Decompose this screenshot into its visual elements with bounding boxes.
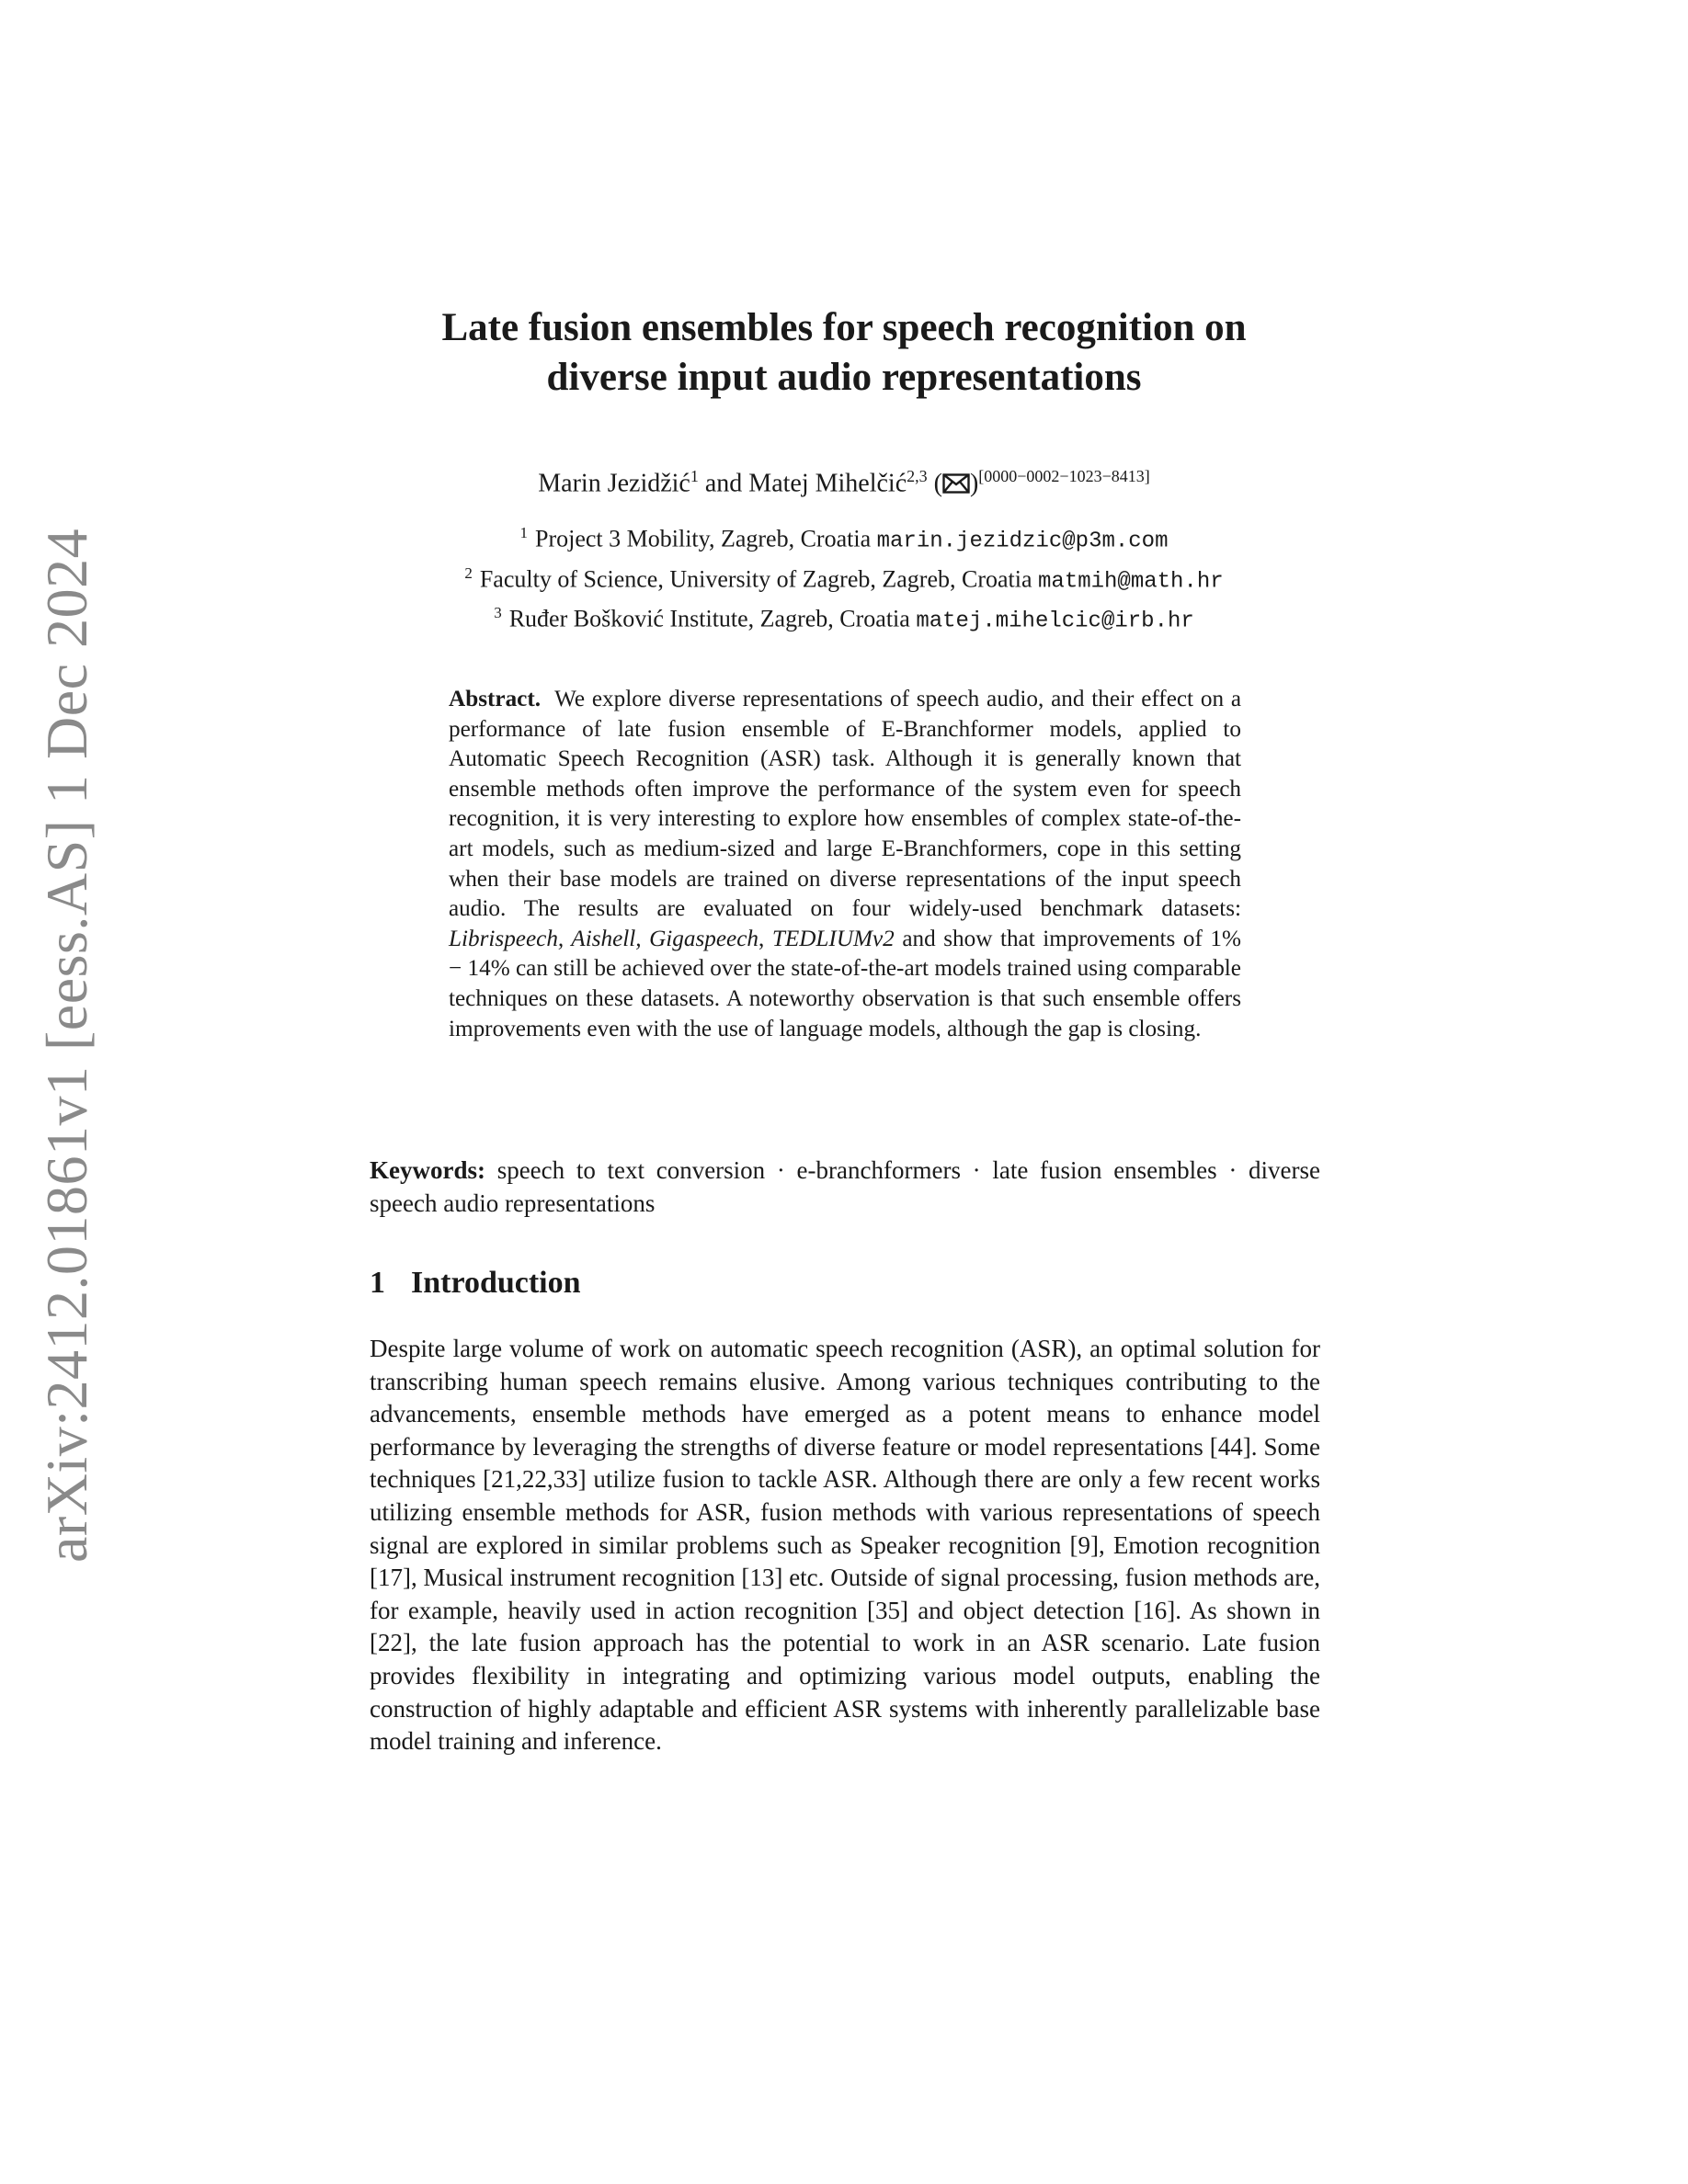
abstract-text-1: We explore diverse representations of speech audio, and their effect on a performance of late fusion ensemble of E-Branchformer models, applied to Automatic Speech Recognition (ASR) task. Although it is generally known that ensemble methods often improve the performance of the system even for speech recognition, it is very interesting to explore how ensembles of complex state-of-the-art models, such as medium-sized and large E-Branchformers, cope in this setting when their base models are trained on diverse representations of the input speech audio. The results are evaluated on four widely-used benchmark datasets: xyxy=(449,687,1241,922)
title-line-2: diverse input audio representations xyxy=(546,356,1142,399)
affiliation-3: $^3$ Ruđer Bošković Institute, Zagreb, Croatia matej.mihelcic@irb.hr xyxy=(494,604,1194,634)
keywords-label: Keywords: xyxy=(370,1156,485,1184)
keywords xyxy=(370,1154,1320,1220)
affiliation-1: $^1$ Project 3 Mobility, Zagreb, Croatia marin.jezidzic@p3m.com xyxy=(519,524,1169,554)
affiliation-2: $^2$ Faculty of Science, University of Zagreb, Zagreb, Croatia matmih@math.hr xyxy=(464,563,1224,595)
author-and: and xyxy=(704,469,743,498)
affiliations xyxy=(276,518,1412,638)
abstract-text-2: and show that improvements of 1% − 14% can still be achieved over the state-of-the-art models trained using comparable techniques on these datasets. A noteworthy observation is that such ensemble offers improvements even with the use of language models, although the gap is closing. xyxy=(449,926,1241,1041)
email-1: marin.jezidzic@p3m.com xyxy=(876,529,1169,554)
author-2-name: Matej Mihelčić xyxy=(748,469,907,498)
author-list: Marin Jezidžić$^1$ and Matej Mihelčić$^{2,3}$ ( )[0000−0002−1023−8413] xyxy=(538,467,1150,498)
section-heading xyxy=(370,1263,581,1303)
abstract-label: Abstract. xyxy=(449,687,542,711)
envelope-icon xyxy=(942,470,970,490)
paper-title xyxy=(276,303,1412,403)
email-3: matej.mihelcic@irb.hr xyxy=(916,609,1194,634)
title-line-1: Late fusion ensembles for speech recognition on xyxy=(441,306,1247,349)
arxiv-identifier: arXiv:2412.01861v1 [eess.AS] 1 Dec 2024 xyxy=(34,528,99,1563)
author-1-name: Marin Jezidžić xyxy=(538,469,690,498)
orcid-id: [0000−0002−1023−8413] xyxy=(978,467,1150,485)
abstract-dataset-4: TEDLIUMv2 xyxy=(771,926,895,951)
section-title: Introduction xyxy=(411,1266,581,1300)
author-2-affil: 2,3 xyxy=(907,467,928,485)
abstract: Abstract. We explore diverse representations of speech audio, and their effect on a performance of late fusion ensemble of E-Branchformer models, applied to Automatic Speech Recognition (ASR) task. Although it is generally known that ensemble methods often improve the performance of the system even for speech recognition, it is very interesting to explore how ensembles of complex state-of-the-art models, such as medium-sized and large E-Branchformers, cope in this setting when their base models are trained on diverse representations of the input speech audio. The results are evaluated on four widely-used benchmark datasets: Librispeech, Aishell, Gigaspeech, TEDLIUMv2 and show that improvements of 1% − 14% can still be achieved over the state-of-the-art models trained using comparable techniques on these datasets. A noteworthy observation is that such ensemble offers improvements even with the use of language models, although the gap is closing. xyxy=(449,687,1241,1041)
section-number: 1 xyxy=(370,1266,385,1300)
abstract-datasets: Librispeech, Aishell, Gigaspeech xyxy=(449,926,758,951)
author-1-affil: 1 xyxy=(690,467,699,485)
introduction-paragraph: Despite large volume of work on automatic speech recognition (ASR), an optimal solution for transcribing human speech remains elusive. Among various techniques contributing to the advancements, ensemble methods have emerged as a potent means to enhance model performance by leveraging the strengths of diverse feature or model representations [44]. Some techniques [21,22,33] utilize fusion to tackle ASR. Although there are only a few recent works utilizing ensemble methods for ASR, fusion methods with various representations of speech signal are explored in similar problems such as Speaker recognition [9], Emotion recognition [17], Musical instrument recognition [13] etc. Outside of signal processing, fusion methods are, for example, heavily used in action recognition [35] and object detection [16]. As shown in [22], the late fusion approach has the potential to work in an ASR scenario. Late fusion provides flexibility in integrating and optimizing various model outputs, enabling the construction of highly adaptable and efficient ASR systems with inherently parallelizable base model training and inference. xyxy=(370,1335,1320,1756)
keywords-text: speech to text conversion · e-branchformers · late fusion ensembles · diverse speech audio representations xyxy=(370,1156,1321,1217)
email-2: matmih@math.hr xyxy=(1038,569,1224,595)
